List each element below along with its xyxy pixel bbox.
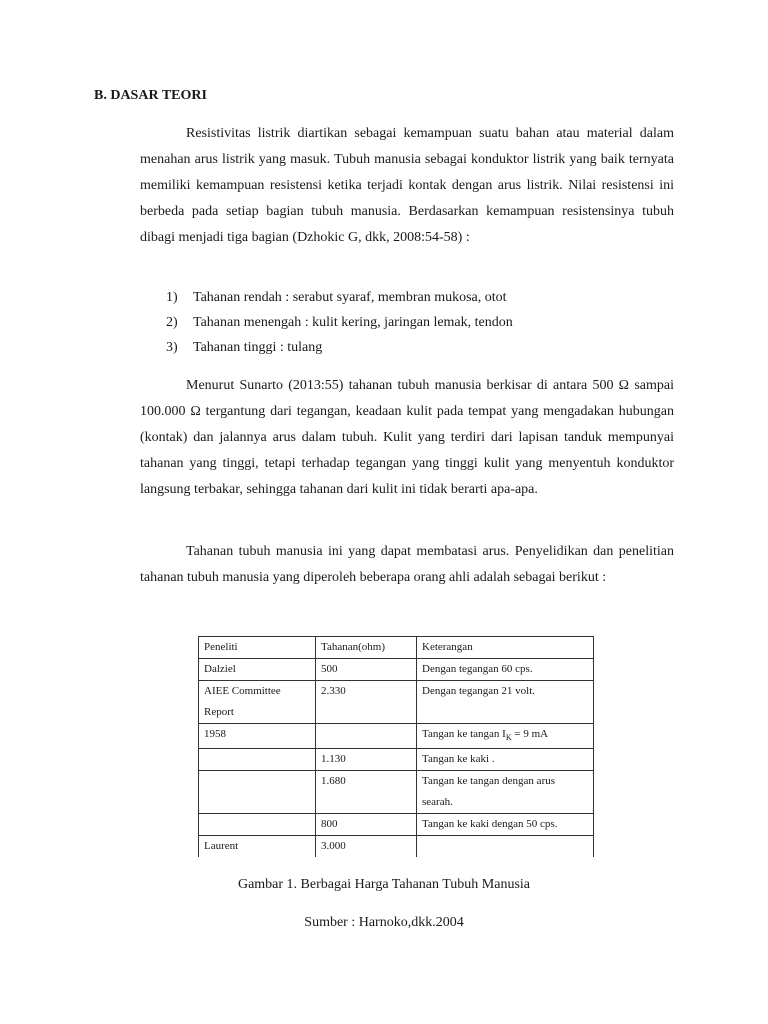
list-item [166, 335, 513, 360]
table-cell: AIEE Committee Report [199, 681, 316, 724]
table-row [199, 659, 594, 681]
table-cell [199, 771, 316, 814]
list-number: 1) [166, 290, 178, 305]
table-cell: Tangan ke kaki dengan 50 cps. [417, 814, 594, 836]
table-cell [199, 749, 316, 771]
list-text: Tahanan tinggi : tulang [193, 340, 323, 355]
cell-text: = 9 mA [511, 728, 549, 740]
table-cell [199, 814, 316, 836]
figure-caption: Gambar 1. Berbagai Harga Tahanan Tubuh Manusia [237, 877, 531, 892]
figure-source: Sumber : Harnoko,dkk.2004 [304, 915, 464, 930]
table-cell: Laurent [199, 836, 316, 858]
table-row [199, 749, 594, 771]
table-cell: 500 [316, 659, 417, 681]
table-cell: 1.130 [316, 749, 417, 771]
list-text: Tahanan menengah : kulit kering, jaringan lemak, tendon [193, 315, 513, 330]
resistance-table [198, 636, 594, 857]
table-cell [417, 724, 594, 749]
table-header-row [199, 637, 594, 659]
table-cell: 3.000 [316, 836, 417, 858]
table-header-cell: Peneliti [199, 637, 316, 659]
table-row [199, 771, 594, 814]
table-row [199, 814, 594, 836]
table-cell: 800 [316, 814, 417, 836]
body-resistance-list [166, 285, 513, 360]
table-cell [417, 836, 594, 858]
list-item [166, 310, 513, 335]
paragraph-3: Tahanan tubuh manusia ini yang dapat membatasi arus. Penyelidikan dan penelitian tahanan tubuh manusia yang diperoleh beberapa orang ahli adalah sebagai berikut : [140, 544, 674, 585]
list-text: Tahanan rendah : serabut syaraf, membran mukosa, otot [193, 290, 507, 305]
table-cell: Tangan ke kaki . [417, 749, 594, 771]
table-row [199, 681, 594, 724]
subscript: K [505, 733, 512, 743]
table-cell: Dalziel [199, 659, 316, 681]
section-heading: B. DASAR TEORI [94, 88, 207, 103]
table-header-cell: Tahanan(ohm) [316, 637, 417, 659]
table-row [199, 836, 594, 858]
table-cell: Dengan tegangan 60 cps. [417, 659, 594, 681]
table-cell: Tangan ke tangan dengan arus searah. [417, 771, 594, 814]
list-number: 3) [166, 340, 178, 355]
table-row [199, 724, 594, 749]
paragraph-1: Resistivitas listrik diartikan sebagai kemampuan suatu bahan atau material dalam menahan arus listrik yang masuk. Tubuh manusia sebagai konduktor listrik yang baik ternyata memiliki kemampuan resistensi ketika terjadi kontak dengan arus listrik. Nilai resistensi ini berbeda pada setiap bagian tubuh manusia. Berdasarkan kemampuan resistensinya tubuh dibagi menjadi tiga bagian (Dzhokic G, dkk, 2008:54-58) : [140, 126, 674, 245]
table-header-cell: Keterangan [417, 637, 594, 659]
table-cell: 1958 [199, 724, 316, 749]
paragraph-2: Menurut Sunarto (2013:55) tahanan tubuh manusia berkisar di antara 500 Ω sampai 100.000 Ω tergantung dari tegangan, keadaan kulit pada tempat yang mengadakan hubungan (kontak) dan jalannya arus dalam tubuh. Kulit yang terdiri dari lapisan tanduk mempunyai tahanan yang tinggi, tetapi terhadap tegangan yang tinggi kulit yang menyentuh konduktor langsung terbakar, sehingga tahanan dari kulit ini tidak berarti apa-apa. [140, 378, 674, 497]
list-item [166, 285, 513, 310]
table-cell [316, 724, 417, 749]
table-cell: 1.680 [316, 771, 417, 814]
cell-text: Tangan ke tangan I [422, 728, 506, 740]
table-cell: 2.330 [316, 681, 417, 724]
table-cell: Dengan tegangan 21 volt. [417, 681, 594, 724]
list-number: 2) [166, 315, 178, 330]
